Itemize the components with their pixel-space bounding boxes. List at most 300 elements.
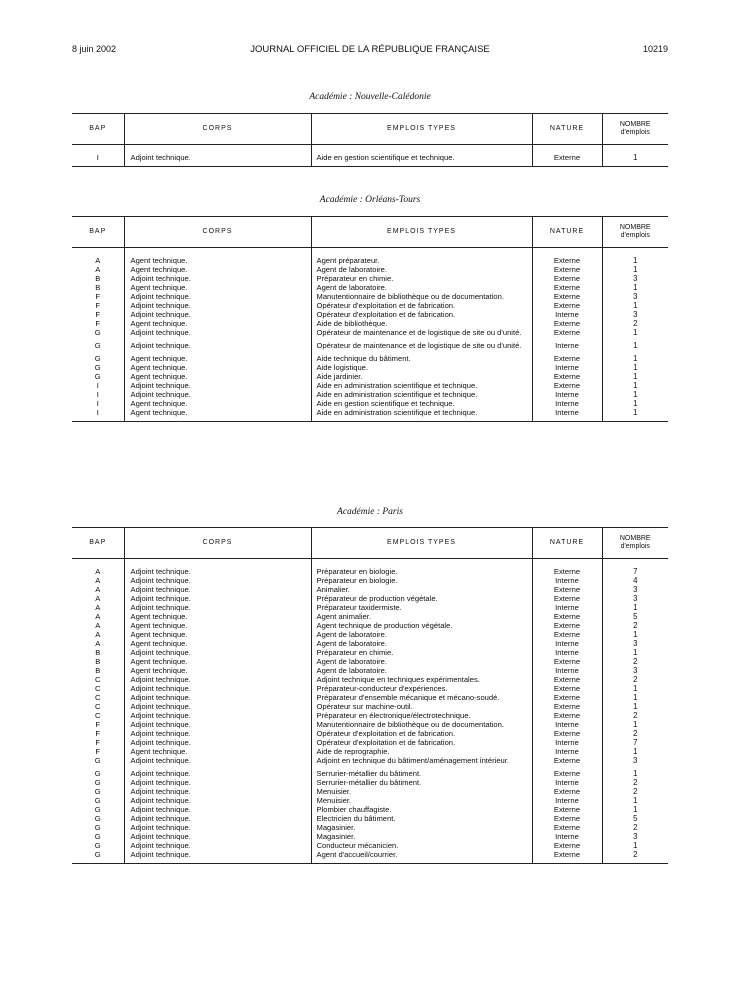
cell-nature: Interne (532, 408, 602, 417)
cell-corps: Adjoint technique. (124, 738, 311, 747)
table-row (72, 657, 668, 666)
table-row (72, 666, 668, 675)
cell-nombre: 5 (602, 612, 668, 621)
spacer-cell (124, 417, 311, 422)
table-row (72, 390, 668, 399)
header-row (72, 114, 668, 145)
cell-nombre: 1 (602, 630, 668, 639)
cell-nombre: 2 (602, 823, 668, 832)
cell-nombre: 2 (602, 657, 668, 666)
spacer-row (72, 417, 668, 422)
cell-nature: Externe (532, 381, 602, 390)
cell-emploi-type: Opérateur d'exploitation et de fabrication. (311, 301, 532, 310)
cell-bap: G (94, 769, 101, 778)
cell-corps: Agent technique. (124, 256, 311, 265)
cell-corps: Agent technique. (124, 657, 311, 666)
cell-nature: Interne (532, 747, 602, 756)
cell-bap: A (95, 594, 101, 603)
spacer-cell (311, 417, 532, 422)
cell-corps: Adjoint technique. (124, 310, 311, 319)
cell-bap: I (96, 153, 99, 162)
cell-bap: A (95, 603, 101, 612)
cell-emploi-type: Préparateur d'ensemble mécanique et mécano-soudé. (311, 693, 532, 702)
table-row (72, 675, 668, 684)
cell-nombre: 1 (602, 841, 668, 850)
table-row (72, 594, 668, 603)
table-row (72, 841, 668, 850)
cell-corps: Adjoint technique. (124, 381, 311, 390)
cell-emploi-type: Préparateur en biologie. (311, 567, 532, 576)
col-header-emplois-types: EMPLOIS TYPES (311, 217, 532, 248)
spacer-cell (311, 162, 532, 167)
table-row (72, 585, 668, 594)
cell-bap: F (95, 310, 101, 319)
cell-nombre: 2 (602, 621, 668, 630)
cell-nature: Externe (532, 823, 602, 832)
cell-emploi-type: Agent d'accueil/courrier. (311, 850, 532, 859)
cell-nombre: 1 (602, 265, 668, 274)
cell-corps: Agent technique. (124, 747, 311, 756)
col-header-nombre-label: NOMBRE (619, 224, 651, 231)
cell-emploi-type: Agent de laboratoire. (311, 630, 532, 639)
table-row (72, 341, 668, 350)
cell-bap: G (94, 341, 101, 350)
table-row (72, 372, 668, 381)
cell-nombre: 2 (602, 711, 668, 720)
cell-corps: Agent technique. (124, 372, 311, 381)
table-row (72, 747, 668, 756)
table-row (72, 399, 668, 408)
cell-bap: I (96, 408, 99, 417)
cell-bap: G (94, 823, 101, 832)
cell-corps: Agent technique. (124, 265, 311, 274)
header-date: 8 juin 2002 (72, 44, 117, 54)
cell-corps: Adjoint technique. (124, 567, 311, 576)
cell-nature: Interne (532, 720, 602, 729)
cell-corps: Agent technique. (124, 399, 311, 408)
cell-bap: A (95, 567, 101, 576)
cell-emploi-type: Opérateur de maintenance et de logistique de site ou d'unité. (311, 341, 532, 350)
cell-nature: Externe (532, 702, 602, 711)
cell-emploi-type: Animalier. (311, 585, 532, 594)
cell-emploi-type: Agent de laboratoire. (311, 283, 532, 292)
col-header-nature: NATURE (532, 114, 602, 145)
cell-nombre: 2 (602, 778, 668, 787)
cell-nombre: 1 (602, 390, 668, 399)
cell-bap: G (94, 832, 101, 841)
cell-bap: F (95, 319, 101, 328)
cell-nature: Externe (532, 319, 602, 328)
cell-nombre: 1 (602, 693, 668, 702)
cell-nature: Interne (532, 399, 602, 408)
cell-bap: A (95, 630, 101, 639)
section-title: Académie : Nouvelle-Calédonie (309, 92, 431, 102)
table-row (72, 621, 668, 630)
cell-nombre: 1 (602, 372, 668, 381)
cell-emploi-type: Préparateur en biologie. (311, 576, 532, 585)
cell-nombre: 3 (602, 594, 668, 603)
cell-nombre: 1 (602, 603, 668, 612)
cell-bap: B (95, 274, 101, 283)
cell-bap: G (94, 850, 101, 859)
cell-bap: A (95, 639, 101, 648)
cell-emploi-type: Aide jardinier. (311, 372, 532, 381)
cell-corps: Agent technique. (124, 363, 311, 372)
cell-emploi-type: Agent animalier. (311, 612, 532, 621)
cell-emploi-type: Agent technique de production végétale. (311, 621, 532, 630)
cell-emploi-type: Serrurier-métallier du bâtiment. (311, 778, 532, 787)
cell-bap: B (95, 666, 101, 675)
spacer-cell (72, 162, 124, 167)
cell-corps: Adjoint technique. (124, 769, 311, 778)
table-nouvelle-caledonie (72, 113, 668, 167)
cell-corps: Agent technique. (124, 612, 311, 621)
cell-bap: A (95, 265, 101, 274)
cell-bap: A (95, 576, 101, 585)
cell-bap: F (95, 301, 101, 310)
cell-corps: Adjoint technique. (124, 274, 311, 283)
table-row (72, 832, 668, 841)
cell-corps: Adjoint technique. (124, 832, 311, 841)
spacer-cell (124, 859, 311, 864)
cell-corps: Adjoint technique. (124, 648, 311, 657)
cell-nombre: 3 (602, 310, 668, 319)
cell-nombre: 1 (602, 747, 668, 756)
cell-nature: Externe (532, 769, 602, 778)
col-header-bap: BAP (72, 217, 124, 248)
cell-corps: Agent technique. (124, 283, 311, 292)
section-title: Académie : Paris (337, 507, 403, 517)
cell-nature: Externe (532, 675, 602, 684)
cell-nature: Externe (532, 814, 602, 823)
spacer-cell (72, 559, 124, 568)
cell-emploi-type: Aide en administration scientifique et technique. (311, 390, 532, 399)
table-row (72, 603, 668, 612)
spacer-row (72, 559, 668, 568)
cell-corps: Adjoint technique. (124, 585, 311, 594)
spacer-row (72, 162, 668, 167)
cell-emploi-type: Plombier chauffagiste. (311, 805, 532, 814)
cell-nombre: 1 (602, 702, 668, 711)
col-header-nature: NATURE (532, 528, 602, 559)
spacer-cell (124, 248, 311, 257)
cell-corps: Adjoint technique. (124, 301, 311, 310)
cell-corps: Adjoint technique. (124, 850, 311, 859)
table-row (72, 301, 668, 310)
col-header-nombre-label: NOMBRE (619, 535, 651, 542)
col-header-nombre (602, 114, 668, 145)
cell-bap: C (95, 702, 101, 711)
cell-corps: Adjoint technique. (124, 711, 311, 720)
cell-nature: Externe (532, 301, 602, 310)
cell-nature: Externe (532, 292, 602, 301)
cell-emploi-type: Manutentionnaire de bibliothèque ou de documentation. (311, 720, 532, 729)
cell-nature: Interne (532, 390, 602, 399)
col-header-bap: BAP (72, 114, 124, 145)
cell-bap: C (95, 693, 101, 702)
cell-emploi-type: Agent préparateur. (311, 256, 532, 265)
cell-emploi-type: Aide en gestion scientifique et technique. (311, 153, 532, 162)
cell-nombre: 1 (602, 648, 668, 657)
table-row (72, 630, 668, 639)
cell-emploi-type: Aide de bibliothèque. (311, 319, 532, 328)
spacer-cell (602, 559, 668, 568)
cell-nombre: 1 (602, 153, 668, 162)
col-header-bap: BAP (72, 528, 124, 559)
spacer-row (72, 248, 668, 257)
cell-nature: Externe (532, 729, 602, 738)
cell-emploi-type: Magasinier. (311, 832, 532, 841)
cell-emploi-type: Opérateur d'exploitation et de fabrication. (311, 738, 532, 747)
cell-bap: B (95, 283, 101, 292)
cell-corps: Adjoint technique. (124, 390, 311, 399)
table-row (72, 612, 668, 621)
cell-emploi-type: Aide de reprographie. (311, 747, 532, 756)
col-header-nombre-label: NOMBRE (619, 121, 651, 128)
cell-corps: Agent technique. (124, 630, 311, 639)
table-row (72, 274, 668, 283)
cell-corps: Adjoint technique. (124, 756, 311, 765)
section-title: Académie : Orléans-Tours (319, 195, 421, 205)
cell-nombre: 5 (602, 814, 668, 823)
table-row (72, 823, 668, 832)
table-row (72, 778, 668, 787)
spacer-row (72, 859, 668, 864)
spacer-cell (311, 248, 532, 257)
cell-corps: Adjoint technique. (124, 603, 311, 612)
table-row (72, 729, 668, 738)
spacer-cell (602, 162, 668, 167)
cell-corps: Adjoint technique. (124, 814, 311, 823)
spacer-cell (532, 248, 602, 257)
cell-nature: Externe (532, 153, 602, 162)
cell-nombre: 1 (602, 381, 668, 390)
cell-nature: Externe (532, 805, 602, 814)
header-row (72, 528, 668, 559)
spacer-cell (311, 559, 532, 568)
cell-corps: Agent technique. (124, 621, 311, 630)
spacer-cell (124, 162, 311, 167)
table-row (72, 283, 668, 292)
cell-emploi-type: Préparateur en électronique/électrotechnique. (311, 711, 532, 720)
cell-nombre: 7 (602, 738, 668, 747)
table-row (72, 805, 668, 814)
cell-nature: Externe (532, 850, 602, 859)
table-row (72, 265, 668, 274)
col-header-emplois-types: EMPLOIS TYPES (311, 528, 532, 559)
cell-bap: G (94, 756, 101, 765)
cell-nombre: 3 (602, 666, 668, 675)
cell-emploi-type: Aide logistique. (311, 363, 532, 372)
spacer-cell (602, 859, 668, 864)
cell-emploi-type: Préparateur en chimie. (311, 648, 532, 657)
cell-nombre: 3 (602, 639, 668, 648)
cell-nombre: 1 (602, 341, 668, 350)
cell-nature: Externe (532, 594, 602, 603)
cell-nature: Externe (532, 693, 602, 702)
table-row (72, 381, 668, 390)
cell-bap: G (94, 372, 101, 381)
cell-corps: Adjoint technique. (124, 675, 311, 684)
cell-nature: Externe (532, 612, 602, 621)
table-paris (72, 527, 668, 864)
table-row (72, 256, 668, 265)
cell-nombre: 2 (602, 850, 668, 859)
cell-emploi-type: Aide en gestion scientifique et technique. (311, 399, 532, 408)
spacer-cell (532, 145, 602, 154)
cell-nombre: 1 (602, 399, 668, 408)
table-row (72, 850, 668, 859)
table-row (72, 684, 668, 693)
spacer-cell (602, 248, 668, 257)
cell-nature: Externe (532, 756, 602, 765)
cell-emploi-type: Serrurier-métallier du bâtiment. (311, 769, 532, 778)
cell-emploi-type: Aide en administration scientifique et technique. (311, 381, 532, 390)
spacer-cell (124, 145, 311, 154)
cell-bap: A (95, 621, 101, 630)
cell-nombre: 2 (602, 729, 668, 738)
cell-nombre: 1 (602, 256, 668, 265)
cell-nature: Interne (532, 832, 602, 841)
cell-corps: Adjoint technique. (124, 778, 311, 787)
cell-bap: A (95, 612, 101, 621)
cell-corps: Agent technique. (124, 639, 311, 648)
header-title: JOURNAL OFFICIEL DE LA RÉPUBLIQUE FRANÇAISE (250, 44, 490, 55)
cell-nature: Externe (532, 657, 602, 666)
cell-bap: I (96, 381, 99, 390)
col-header-emplois-types: EMPLOIS TYPES (311, 114, 532, 145)
spacer-cell (532, 859, 602, 864)
cell-nature: Interne (532, 576, 602, 585)
cell-nombre: 3 (602, 756, 668, 765)
cell-nature: Interne (532, 648, 602, 657)
table-row (72, 769, 668, 778)
cell-nature: Interne (532, 796, 602, 805)
cell-emploi-type: Manutentionnaire de bibliothèque ou de documentation. (311, 292, 532, 301)
cell-nature: Externe (532, 684, 602, 693)
cell-nature: Externe (532, 354, 602, 363)
cell-bap: G (94, 328, 101, 337)
cell-nature: Interne (532, 310, 602, 319)
cell-nombre: 4 (602, 576, 668, 585)
spacer-cell (532, 162, 602, 167)
cell-emploi-type: Adjoint en technique du bâtiment/aménagement intérieur. (311, 756, 532, 765)
cell-nature: Externe (532, 372, 602, 381)
cell-corps: Adjoint technique. (124, 341, 311, 350)
cell-emploi-type: Adjoint technique en techniques expérimentales. (311, 675, 532, 684)
cell-nature: Externe (532, 630, 602, 639)
cell-corps: Adjoint technique. (124, 841, 311, 850)
cell-corps: Adjoint technique. (124, 787, 311, 796)
cell-corps: Agent technique. (124, 319, 311, 328)
cell-nombre: 1 (602, 328, 668, 337)
cell-nature: Externe (532, 585, 602, 594)
cell-corps: Adjoint technique. (124, 684, 311, 693)
table-row (72, 576, 668, 585)
cell-nature: Interne (532, 363, 602, 372)
table-row (72, 310, 668, 319)
cell-emploi-type: Menuisier. (311, 787, 532, 796)
cell-emploi-type: Agent de laboratoire. (311, 657, 532, 666)
cell-nombre: 3 (602, 585, 668, 594)
cell-corps: Adjoint technique. (124, 823, 311, 832)
cell-corps: Adjoint technique. (124, 594, 311, 603)
cell-nombre: 1 (602, 408, 668, 417)
cell-nature: Interne (532, 666, 602, 675)
spacer-cell (124, 559, 311, 568)
cell-bap: G (94, 796, 101, 805)
col-header-nombre-sub: d'emplois (620, 543, 650, 550)
cell-nature: Interne (532, 341, 602, 350)
col-header-nombre (602, 528, 668, 559)
cell-nature: Interne (532, 778, 602, 787)
cell-emploi-type: Préparateur-conducteur d'expériences. (311, 684, 532, 693)
table-row (72, 796, 668, 805)
cell-nature: Externe (532, 841, 602, 850)
cell-nature: Externe (532, 328, 602, 337)
table-row (72, 292, 668, 301)
cell-bap: C (95, 711, 101, 720)
cell-bap: I (96, 399, 99, 408)
cell-nombre: 1 (602, 720, 668, 729)
spacer-cell (602, 417, 668, 422)
spacer-cell (72, 248, 124, 257)
table-row (72, 363, 668, 372)
cell-emploi-type: Opérateur d'exploitation et de fabrication. (311, 310, 532, 319)
cell-nombre: 1 (602, 684, 668, 693)
cell-nature: Externe (532, 711, 602, 720)
cell-nombre: 1 (602, 301, 668, 310)
cell-nombre: 3 (602, 292, 668, 301)
cell-corps: Adjoint technique. (124, 720, 311, 729)
cell-nombre: 1 (602, 796, 668, 805)
col-header-nombre (602, 217, 668, 248)
cell-nombre: 1 (602, 805, 668, 814)
cell-nombre: 1 (602, 354, 668, 363)
cell-emploi-type: Préparateur de production végétale. (311, 594, 532, 603)
cell-emploi-type: Opérateur de maintenance et de logistique de site ou d'unité. (311, 328, 532, 337)
col-header-nombre-sub: d'emplois (620, 129, 650, 136)
cell-nombre: 7 (602, 567, 668, 576)
table-row (72, 319, 668, 328)
cell-bap: B (95, 657, 101, 666)
cell-emploi-type: Aide technique du bâtiment. (311, 354, 532, 363)
cell-bap: F (95, 738, 101, 747)
table-row (72, 720, 668, 729)
cell-emploi-type: Opérateur sur machine-outil. (311, 702, 532, 711)
spacer-cell (602, 145, 668, 154)
cell-corps: Adjoint technique. (124, 576, 311, 585)
table-row (72, 711, 668, 720)
cell-nature: Externe (532, 256, 602, 265)
cell-nombre: 2 (602, 319, 668, 328)
cell-emploi-type: Préparateur taxidermiste. (311, 603, 532, 612)
cell-corps: Adjoint technique. (124, 693, 311, 702)
cell-nature: Externe (532, 265, 602, 274)
cell-emploi-type: Agent de laboratoire. (311, 265, 532, 274)
spacer-cell (311, 859, 532, 864)
cell-emploi-type: Conducteur mécanicien. (311, 841, 532, 850)
cell-emploi-type: Electricien du bâtiment. (311, 814, 532, 823)
cell-bap: F (95, 747, 101, 756)
cell-corps: Adjoint technique. (124, 805, 311, 814)
cell-bap: G (94, 778, 101, 787)
cell-bap: G (94, 841, 101, 850)
cell-nature: Interne (532, 639, 602, 648)
cell-bap: G (94, 814, 101, 823)
cell-bap: A (95, 256, 101, 265)
table-row (72, 354, 668, 363)
